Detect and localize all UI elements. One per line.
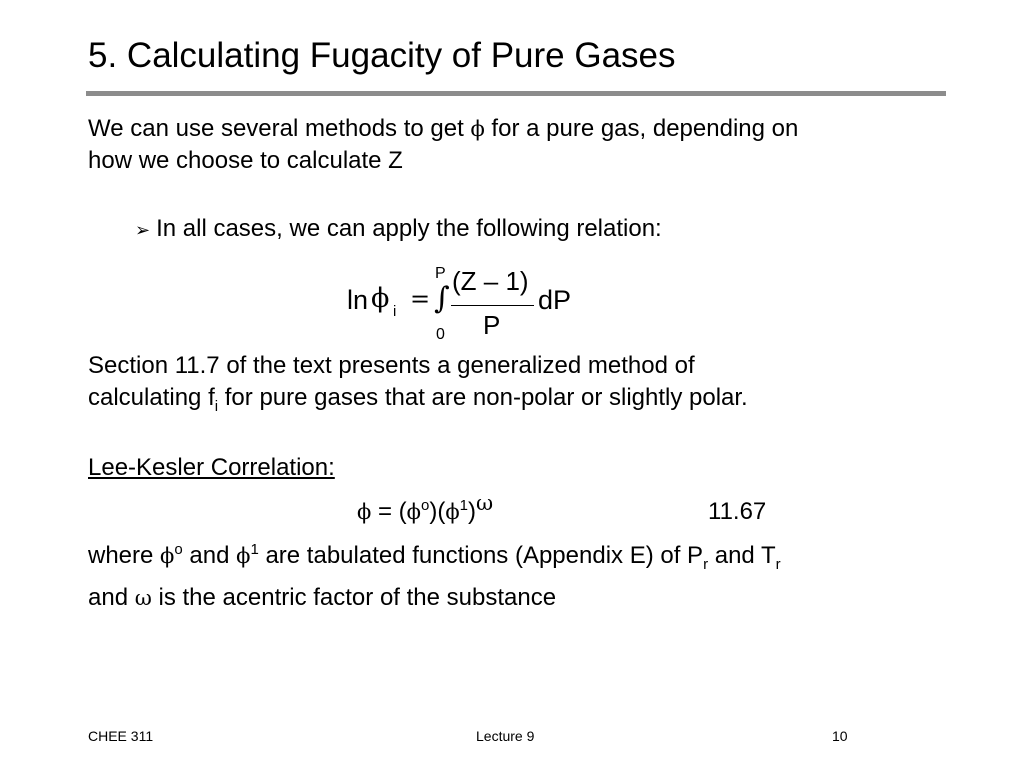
lk-sup0: o xyxy=(421,497,430,514)
section-line1: Section 11.7 of the text presents a generalized method of xyxy=(88,352,695,379)
where-line xyxy=(88,540,781,572)
eq-phi-subscript: i xyxy=(393,303,397,320)
omega-a: and xyxy=(88,584,135,611)
intro-part2: for a pure gas, depending on xyxy=(484,115,799,142)
lee-kesler-equation xyxy=(357,491,494,528)
lk-phi1: ϕ xyxy=(445,500,460,524)
lk-mid: = ( xyxy=(371,498,407,525)
eq-equals: = xyxy=(410,285,431,313)
slide-title: 5. Calculating Fugacity of Pure Gases xyxy=(88,36,676,75)
eq-ln: ln xyxy=(347,285,369,315)
omega-symbol: ω xyxy=(134,586,152,610)
where-sub-r1: r xyxy=(703,555,709,573)
where-d: and T xyxy=(708,542,776,569)
lk-mid2: )( xyxy=(429,498,446,525)
eq-dp: dP xyxy=(538,285,572,315)
where-a: where xyxy=(88,542,161,569)
lk-phi0: ϕ xyxy=(406,500,421,524)
where-phi0: ϕ xyxy=(160,544,175,568)
footer-lecture: Lecture 9 xyxy=(476,728,535,744)
where-sup1: 1 xyxy=(250,541,259,558)
footer-page-number: 10 xyxy=(832,728,848,744)
title-divider xyxy=(86,91,946,96)
where-c: are tabulated functions (Appendix E) of P xyxy=(258,542,704,569)
intro-paragraph xyxy=(88,113,798,177)
footer-course: CHEE 311 xyxy=(88,728,154,744)
eq-numerator: (Z – 1) xyxy=(452,266,529,296)
eq-phi: ϕ xyxy=(371,283,390,314)
bullet-point xyxy=(135,213,662,247)
omega-b: is the acentric factor of the substance xyxy=(151,584,557,611)
arrow-bullet-icon: ➢ xyxy=(135,220,151,241)
omega-line xyxy=(88,582,556,614)
equation-number: 11.67 xyxy=(708,498,767,525)
eq-denominator: P xyxy=(483,310,501,340)
intro-line2: how we choose to calculate Z xyxy=(88,147,403,174)
where-phi1: ϕ xyxy=(236,544,251,568)
lk-close: ) xyxy=(468,498,476,525)
section-paragraph xyxy=(88,350,748,414)
lk-sup1: 1 xyxy=(459,497,468,514)
lk-phi: ϕ xyxy=(357,500,372,524)
eq-integral: ∫ xyxy=(434,281,450,316)
intro-part1: We can use several methods to get xyxy=(88,115,471,142)
lk-omega-exponent: ω xyxy=(476,491,494,515)
eq-integral-upper-limit: P xyxy=(435,265,446,282)
eq-integral-lower-limit: 0 xyxy=(436,326,445,343)
lee-kesler-heading: Lee-Kesler Correlation: xyxy=(88,454,335,481)
where-sup0: o xyxy=(174,541,183,558)
section-subscript-i: i xyxy=(214,397,219,415)
bullet-text: In all cases, we can apply the following relation: xyxy=(156,215,662,242)
where-b: and xyxy=(182,542,237,569)
phi-symbol: ϕ xyxy=(470,117,485,141)
eq-fraction-bar xyxy=(451,305,534,306)
section-line2b: for pure gases that are non-polar or slightly polar. xyxy=(218,384,748,411)
where-sub-r2: r xyxy=(775,555,781,573)
section-line2a: calculating f xyxy=(88,384,215,411)
